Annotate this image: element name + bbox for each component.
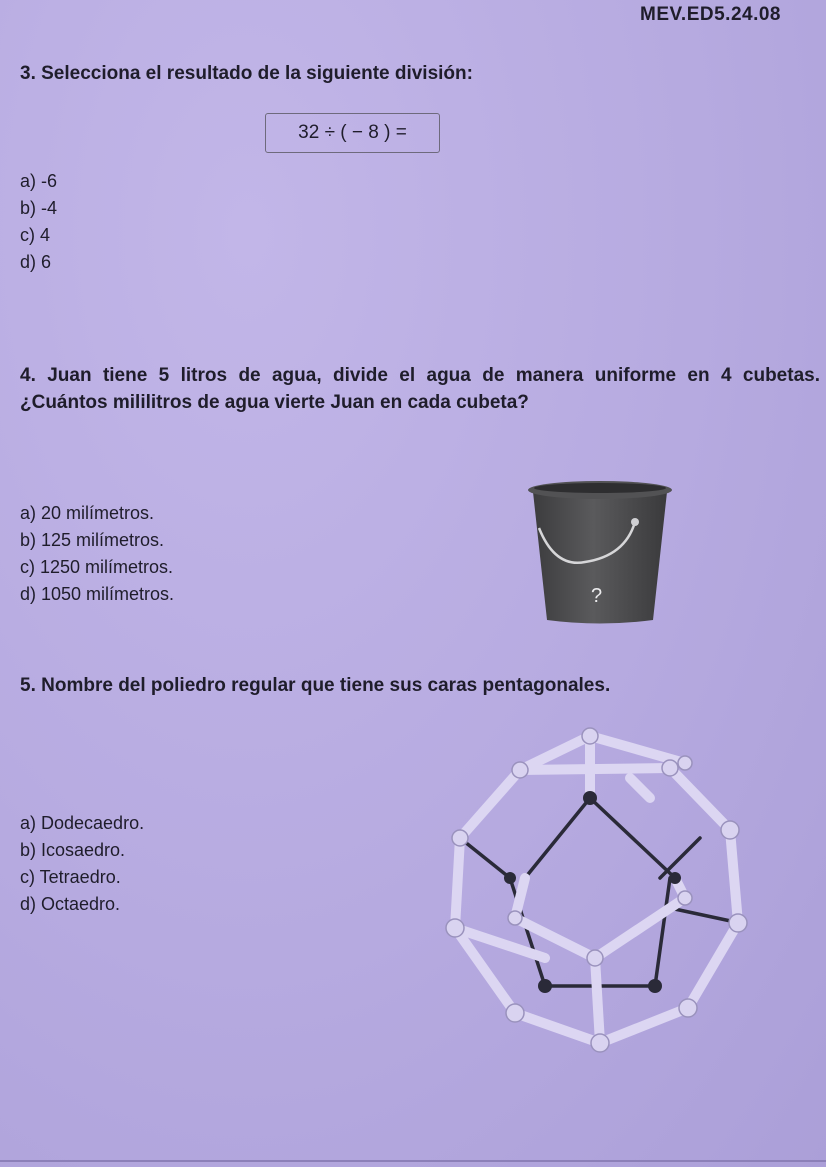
handle-rivet (631, 518, 639, 526)
light-front-edges (455, 736, 738, 1043)
question-3-title: 3. Selecciona el resultado de la siguiente división: (20, 63, 473, 84)
dodecahedron-model (420, 718, 760, 1053)
q4-option-c[interactable]: c) 1250 milímetros. (20, 557, 174, 577)
question-4-title: 4. Juan tiene 5 litros de agua, divide el agua de manera uniforme en 4 cubetas. ¿Cuántos mililitros de agua vierte Juan en cada cubeta? (20, 365, 820, 413)
division-expression-box (265, 113, 440, 153)
division-expression: 32 ÷ ( − 8 ) = (298, 122, 407, 143)
bucket-illustration (515, 470, 685, 628)
question-5-title: 5. Nombre del poliedro regular que tiene sus caras pentagonales. (20, 675, 611, 696)
bucket-question-mark: ? (591, 585, 603, 607)
question-5-options (20, 810, 144, 918)
q5-option-a[interactable]: a) Dodecaedro. (20, 813, 145, 833)
q5-option-b[interactable]: b) Icosaedro. (20, 840, 126, 860)
bucket-opening (534, 483, 666, 493)
q4-option-b[interactable]: b) 125 milímetros. (20, 530, 165, 550)
q4-option-d[interactable]: d) 1050 milímetros. (20, 584, 175, 604)
q5-option-c[interactable]: c) Tetraedro. (20, 867, 121, 887)
document-code: MEV.ED5.24.08 (640, 4, 781, 25)
question-3-options (20, 168, 57, 276)
q3-option-c[interactable]: c) 4 (20, 225, 51, 245)
question-4-options (20, 500, 174, 608)
q3-option-d[interactable]: d) 6 (20, 252, 52, 272)
q5-option-d[interactable]: d) Octaedro. (20, 894, 121, 914)
q3-option-b[interactable]: b) -4 (20, 198, 58, 218)
q3-option-a[interactable]: a) -6 (20, 171, 58, 191)
page-bottom-edge (0, 1160, 826, 1162)
q4-option-a[interactable]: a) 20 milímetros. (20, 503, 155, 523)
